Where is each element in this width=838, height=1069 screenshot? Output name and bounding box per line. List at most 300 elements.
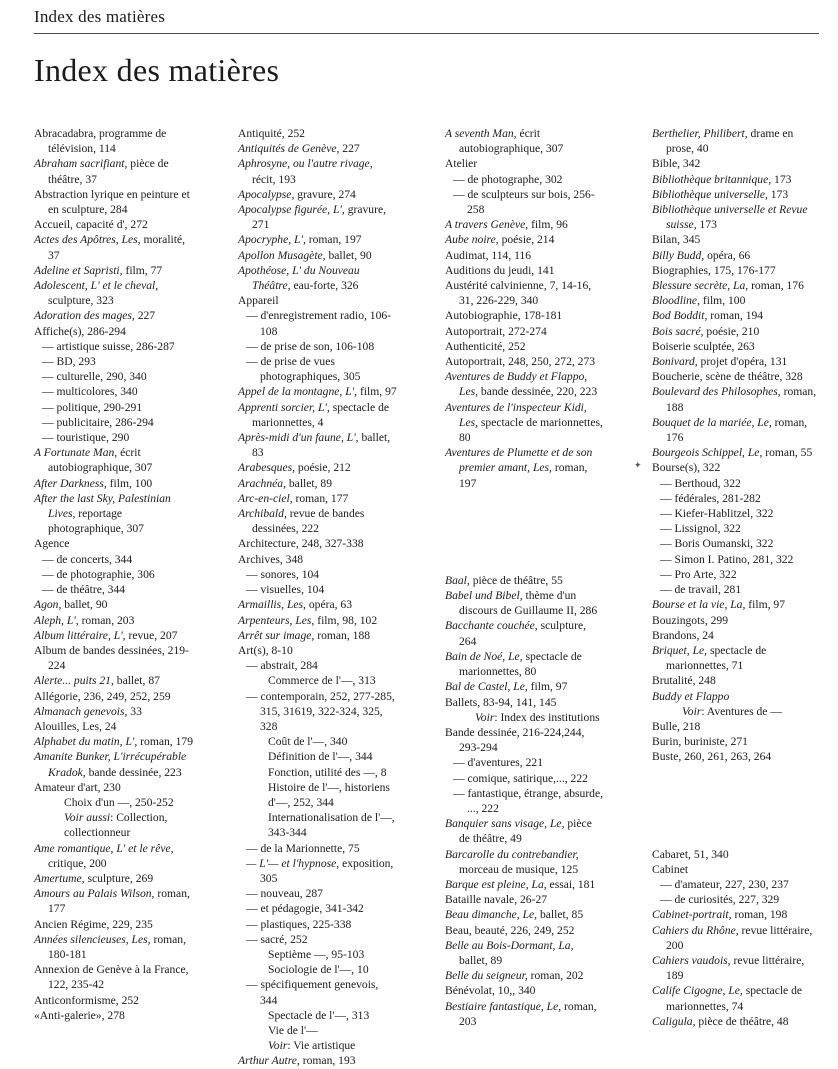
- index-entry: [238, 841, 398, 856]
- index-entry: [238, 901, 398, 916]
- index-entry: [34, 780, 194, 795]
- index-entry-title: Actes des Apôtres, Les,: [34, 233, 141, 247]
- index-entry: [445, 725, 605, 755]
- index-entry-text: — Pro Arte, 322: [660, 567, 737, 581]
- index-entry-text: — visuelles, 104: [246, 583, 325, 597]
- index-entry: [652, 521, 818, 536]
- page-title: Index des matières: [34, 52, 280, 88]
- index-entry: [652, 354, 818, 369]
- index-entry-text: — de travail, 281: [660, 583, 742, 597]
- index-entry: [652, 202, 818, 232]
- index-entry: [652, 172, 818, 187]
- index-entry-title: Buddy et Flappo: [652, 689, 730, 703]
- index-entry-text: Agence: [34, 537, 70, 551]
- index-entry: [34, 156, 194, 186]
- index-entry-title: Bacchante couchée,: [445, 619, 538, 633]
- index-entry-text: Autobiographie, 178-181: [445, 309, 563, 323]
- index-entry-text: roman, 198: [731, 908, 788, 922]
- index-entry-text: essai, 181: [546, 877, 596, 891]
- index-entry: [238, 917, 398, 932]
- index-entry: [34, 673, 194, 688]
- index-entry-text: Annexion de Genève à la France, 122, 235-42: [34, 963, 189, 992]
- index-entry: [238, 476, 398, 491]
- index-entry: [652, 293, 818, 308]
- index-entry: [445, 324, 605, 339]
- index-entry-text: bande dessinée, 223: [85, 765, 182, 779]
- index-entry-text: ballet, 90: [61, 598, 108, 612]
- index-entry-text: sculpture, 323: [48, 294, 114, 308]
- index-entry-text: Bataille navale, 26-27: [445, 893, 548, 907]
- index-entry-title: Aventures de l'inspecteur Kidi, Les,: [445, 400, 587, 429]
- index-entry-text: — de concerts, 344: [42, 552, 133, 566]
- index-entry-text: ballet, 87: [113, 674, 160, 688]
- index-entry-text: — spécifiquement genevois, 344: [246, 978, 379, 1007]
- index-entry-title: Adeline et Sapristi,: [34, 263, 123, 277]
- index-entry-text: roman, 197: [459, 461, 588, 490]
- index-entry-text: roman, 188: [666, 385, 817, 414]
- index-entry: [34, 491, 194, 537]
- index-entry: [445, 786, 605, 816]
- index-entry: [445, 588, 605, 618]
- index-entry-text: film, 97: [357, 385, 397, 399]
- index-entry-title: Amertume,: [34, 871, 85, 885]
- index-entry: [34, 369, 194, 384]
- index-entry-text: 33: [127, 704, 142, 718]
- index-entry-text: Bénévolat, 10,, 340: [445, 984, 536, 998]
- index-entry-title: Belle du seigneur,: [445, 969, 528, 983]
- index-entry-text: Anticonformisme, 252: [34, 993, 139, 1007]
- index-entry-text: Boiserie sculptée, 263: [652, 339, 755, 353]
- index-entry-title: Agon,: [34, 598, 62, 612]
- index-entry-text: — de la Marionnette, 75: [246, 841, 360, 855]
- index-entry: [238, 491, 398, 506]
- index-entry-text: roman, 197: [305, 233, 362, 247]
- index-entry-text: film, 96: [528, 218, 568, 232]
- index-entry-title: Bouquet de la mariée, Le,: [652, 415, 772, 429]
- index-entry: [652, 983, 818, 1013]
- index-entry-title: Armaillis, Les,: [238, 598, 306, 612]
- index-entry-text: — d'enregistrement radio, 106-108: [246, 309, 392, 338]
- index-entry-text: Buste, 260, 261, 263, 264: [652, 750, 772, 764]
- index-entry: [238, 962, 398, 977]
- index-entry-text: — de photographie, 306: [42, 567, 155, 581]
- index-entry: [34, 993, 194, 1008]
- index-entry: [238, 582, 398, 597]
- section-gap: [652, 817, 818, 847]
- index-entry-title: Album littéraire, L',: [34, 628, 126, 642]
- index-entry-text: Burin, buriniste, 271: [652, 735, 748, 749]
- index-entry: [652, 278, 818, 293]
- index-entry: [238, 263, 398, 293]
- index-entry-title: — L'— et l'hypnose,: [246, 856, 340, 870]
- index-entry-text: roman, 180-181: [48, 932, 186, 961]
- index-entry-title: Almanach genevois,: [34, 704, 128, 718]
- index-entry: [652, 445, 818, 460]
- index-entry: [34, 126, 194, 156]
- index-entry-title: Aube noire,: [445, 233, 499, 247]
- index-entry: [445, 771, 605, 786]
- section-gap: [445, 543, 605, 573]
- index-entry-text: roman, 203: [459, 999, 597, 1028]
- index-entry-title: Bloodline,: [652, 294, 700, 308]
- index-entry-title: Appel de la montagne, L',: [238, 385, 358, 399]
- index-entry: [652, 582, 818, 597]
- index-entry-text: — sonores, 104: [246, 567, 320, 581]
- index-entry: [34, 628, 194, 643]
- index-entry-text: thème d'un discours de Guillaume II, 286: [459, 589, 598, 618]
- index-entry-title: After the last Sky, Palestinian Lives,: [34, 491, 171, 521]
- index-entry-title: Arc-en-ciel,: [238, 491, 293, 505]
- index-entry-title: Arachnéa,: [238, 476, 286, 490]
- index-entry-title: Alphabet du matin, L',: [34, 735, 138, 749]
- index-entry-title: Billy Budd,: [652, 248, 705, 262]
- index-entry: [652, 460, 818, 475]
- index-entry: [652, 862, 818, 877]
- index-entry-text: Vie de l'—: [268, 1023, 318, 1037]
- index-entry-text: : Index des institutions: [494, 710, 600, 724]
- index-entry-title: Apocalypse,: [238, 187, 295, 201]
- index-column-3: [445, 126, 605, 1029]
- index-entry-text: Alouilles, Les, 24: [34, 719, 117, 733]
- index-entry-title: Antiquités de Genève,: [238, 142, 340, 156]
- index-entry-text: récit, 193: [252, 172, 296, 186]
- index-entry-title: Aventures de Plumette et de son premier amant, Les,: [445, 446, 593, 475]
- index-entry: [34, 445, 194, 475]
- index-entry: [652, 339, 818, 354]
- index-entry-title: Blessure secrète, La,: [652, 279, 749, 293]
- index-entry-title: Bois sacré,: [652, 324, 704, 338]
- index-entry-text: — publicitaire, 286-294: [42, 415, 154, 429]
- index-entry-text: : Vie artistique: [287, 1039, 356, 1053]
- index-entry: [238, 810, 398, 840]
- index-entry: [445, 369, 605, 399]
- index-entry: [652, 597, 818, 612]
- index-entry: [238, 886, 398, 901]
- index-entry: [445, 755, 605, 770]
- index-entry-text: — contemporain, 252, 277-285, 315, 31619, 322-324, 325, 328: [246, 689, 395, 733]
- index-entry: [34, 643, 194, 673]
- index-entry-text: spectacle de marionnettes, 80: [459, 649, 582, 679]
- index-entry: [34, 749, 194, 779]
- index-entry: [445, 445, 605, 491]
- index-entry: [34, 232, 194, 262]
- index-entry-text: Accueil, capacité d', 272: [34, 218, 148, 232]
- index-entry-text: Beau, beauté, 226, 249, 252: [445, 923, 575, 937]
- index-entry: [238, 460, 398, 475]
- index-entry: [652, 673, 818, 688]
- index-entry-text: poésie, 212: [295, 461, 351, 475]
- index-entry-title: Bal de Castel, Le,: [445, 680, 528, 694]
- index-entry: [238, 1038, 398, 1053]
- index-entry: [34, 536, 194, 551]
- index-entry: [34, 324, 194, 339]
- index-entry: [34, 841, 194, 871]
- index-entry: [238, 689, 398, 735]
- index-entry-text: Audimat, 114, 116: [445, 248, 532, 262]
- index-entry: [445, 983, 605, 998]
- index-entry-title: Cahiers vaudois,: [652, 953, 731, 967]
- index-entry: [652, 156, 818, 171]
- index-entry-text: Affiche(s), 286-294: [34, 324, 126, 338]
- index-entry: [445, 892, 605, 907]
- index-entry: [238, 293, 398, 308]
- index-entry: [34, 567, 194, 582]
- index-entry: [34, 339, 194, 354]
- index-entry: [34, 430, 194, 445]
- index-entry-title: Apprenti sorcier, L',: [238, 400, 330, 414]
- index-entry-text: : Collection, collectionneur: [64, 811, 168, 840]
- index-entry-text: Bulle, 218: [652, 719, 701, 733]
- index-entry: [445, 573, 605, 588]
- index-entry: [652, 263, 818, 278]
- index-entry-text: revue, 207: [125, 628, 178, 642]
- index-entry: [34, 962, 194, 992]
- index-entry: [238, 1008, 398, 1023]
- index-entry-text: pièce de théâtre, 37: [48, 157, 169, 186]
- index-entry: [238, 734, 398, 749]
- index-entry: [238, 126, 398, 141]
- index-entry: [238, 567, 398, 582]
- index-entry-text: reportage photographique, 307: [48, 507, 144, 536]
- header-rule: [34, 33, 819, 34]
- index-entry: [445, 156, 605, 171]
- index-entry-title: Babel und Bibel,: [445, 589, 523, 603]
- index-entry: [652, 953, 818, 983]
- index-entry-title: Cahiers du Rhône,: [652, 923, 739, 937]
- index-entry: [652, 628, 818, 643]
- running-header: Index des matières: [34, 7, 166, 26]
- index-entry-text: Boucherie, scène de théâtre, 328: [652, 370, 803, 384]
- index-entry: [238, 156, 398, 186]
- index-entry: [238, 613, 398, 628]
- index-entry-text: pièce de théâtre, 55: [469, 573, 563, 587]
- index-entry-text: Atelier: [445, 157, 478, 171]
- index-entry: [445, 618, 605, 648]
- index-entry-text: Abstraction lyrique en peinture et en sculpture, 284: [34, 187, 190, 217]
- index-entry: [445, 308, 605, 323]
- index-entry-text: Allégorie, 236, 249, 252, 259: [34, 689, 171, 703]
- index-entry: [652, 719, 818, 734]
- index-entry-text: ballet, 90: [325, 248, 372, 262]
- index-entry: [34, 704, 194, 719]
- index-entry-text: roman, 55: [762, 446, 813, 460]
- index-entry-text: spectacle de marionnettes, 80: [459, 415, 603, 445]
- index-entry: [238, 856, 398, 886]
- index-entry-text: Antiquité, 252: [238, 127, 305, 140]
- index-entry-title: Arthur Autre,: [238, 1054, 300, 1068]
- index-entry-text: poésie, 214: [498, 233, 555, 247]
- index-entry: [238, 430, 398, 460]
- index-entry-title: Amanite Bunker, L'irrécupérable Kradok,: [34, 750, 187, 779]
- index-entry-text: Album de bandes dessinées, 219-224: [34, 643, 189, 673]
- index-entry-text: spectacle de marionnettes, 74: [666, 984, 803, 1013]
- index-entry: [652, 1014, 818, 1029]
- index-entry-text: Définition de l'—, 344: [268, 750, 373, 764]
- index-entry-text: Internationalisation de l'—, 343-344: [268, 811, 395, 840]
- index-entry-title: Aleph, L',: [34, 613, 79, 627]
- index-entry: [445, 400, 605, 446]
- index-entry: [238, 400, 398, 430]
- index-entry-text: Abracadabra, programme de télévision, 114: [34, 127, 167, 156]
- index-entry: [34, 552, 194, 567]
- index-entry: [238, 339, 398, 354]
- index-entry: [652, 248, 818, 263]
- index-entry: [238, 643, 398, 658]
- index-entry-text: Authenticité, 252: [445, 339, 526, 353]
- index-entry: [238, 1023, 398, 1038]
- index-entry-text: revue littéraire, 189: [666, 953, 805, 983]
- index-entry: [445, 968, 605, 983]
- index-entry: [238, 1053, 398, 1068]
- index-entry: [238, 141, 398, 156]
- index-entry-title: Baal,: [445, 573, 470, 587]
- index-entry: [34, 187, 194, 217]
- index-entry: [238, 232, 398, 247]
- index-entry-title: Voir: [682, 704, 702, 718]
- index-entry-title: Barcarolle du contrebandier,: [445, 847, 579, 861]
- index-entry: [445, 232, 605, 247]
- index-entry-text: Architecture, 248, 327-338: [238, 537, 364, 551]
- index-entry-text: ballet, 85: [537, 908, 584, 922]
- index-entry-text: Cabinet: [652, 862, 689, 876]
- index-entry-text: — Simon I. Patino, 281, 322: [660, 552, 794, 566]
- index-entry-text: Brandons, 24: [652, 628, 714, 642]
- index-entry-text: Biographies, 175, 176-177: [652, 263, 776, 277]
- index-entry: [652, 892, 818, 907]
- index-entry: [652, 308, 818, 323]
- index-entry: [652, 907, 818, 922]
- index-entry-title: Voir: [475, 710, 495, 724]
- index-entry-text: 173: [696, 218, 717, 232]
- index-column-2: [238, 126, 398, 1069]
- index-entry: [238, 384, 398, 399]
- index-entry-title: Apocryphe, L',: [238, 233, 306, 247]
- index-entry: [445, 816, 605, 846]
- index-entry-title: Bibliothèque universelle et Revue suisse,: [652, 203, 808, 232]
- index-entry-text: Bible, 342: [652, 157, 701, 171]
- index-entry-text: film, 98, 102: [314, 613, 378, 627]
- index-entry: [652, 491, 818, 506]
- index-entry-title: Cabinet-portrait,: [652, 908, 732, 922]
- index-entry-text: «Anti-galerie», 278: [34, 1008, 125, 1022]
- index-entry-title: Banquier sans visage, Le,: [445, 817, 565, 831]
- index-entry-text: gravure, 274: [294, 187, 356, 201]
- index-entry: [445, 217, 605, 232]
- index-entry-title: Abraham sacrifiant,: [34, 157, 128, 171]
- index-entry-title: Bod Boddit,: [652, 309, 708, 323]
- index-entry: [445, 877, 605, 892]
- index-entry-text: roman, 177: [292, 491, 349, 505]
- index-entry-text: film, 100: [106, 476, 153, 490]
- index-entry-text: Ballets, 83-94, 141, 145: [445, 695, 557, 709]
- index-entry: [34, 932, 194, 962]
- index-entry-text: sculpture, 269: [84, 871, 154, 885]
- index-entry: [652, 187, 818, 202]
- index-entry-text: moralité, 37: [48, 233, 186, 262]
- index-entry-text: — touristique, 290: [42, 431, 130, 445]
- index-entry-text: — nouveau, 287: [246, 887, 323, 901]
- index-entry-text: poésie, 210: [703, 324, 760, 338]
- index-entry: [652, 567, 818, 582]
- index-entry: [652, 324, 818, 339]
- index-entry: [445, 938, 605, 968]
- index-entry-title: After Darkness,: [34, 476, 107, 490]
- index-entry-text: drame en prose, 40: [666, 127, 794, 156]
- index-entry: [652, 689, 818, 704]
- index-entry-title: Arabesques,: [238, 461, 295, 475]
- index-entry-text: ballet, 89: [459, 953, 503, 967]
- index-entry: [652, 536, 818, 551]
- index-entry-text: écrit autobiographique, 307: [459, 127, 564, 156]
- index-entry-text: film, 97: [745, 598, 786, 612]
- index-entry: [445, 278, 605, 308]
- index-entry: [238, 628, 398, 643]
- index-entry-title: Bibliothèque britannique,: [652, 172, 772, 186]
- index-entry: [445, 187, 605, 217]
- index-entry: [445, 710, 605, 725]
- index-entry-text: — d'amateur, 227, 230, 237: [660, 877, 789, 891]
- index-entry: [34, 871, 194, 886]
- index-entry-text: Fonction, utilité des —, 8: [268, 765, 387, 779]
- section-gap: [652, 765, 818, 817]
- index-entry-text: 227: [134, 309, 156, 323]
- index-entry-text: Autoportrait, 248, 250, 272, 273: [445, 355, 596, 369]
- index-entry-text: Coût de l'—, 340: [268, 735, 348, 749]
- index-entry-text: morceau de musique, 125: [459, 862, 579, 876]
- index-entry-text: — de curiosités, 227, 329: [660, 893, 780, 907]
- index-entry-text: Commerce de l'—, 313: [268, 674, 376, 688]
- index-entry-text: Austérité calvinienne, 7, 14-16, 31, 226-229, 340: [445, 279, 592, 308]
- index-entry-text: Ancien Régime, 229, 235: [34, 917, 153, 931]
- index-entry-title: Barque est pleine, La,: [445, 877, 547, 891]
- index-entry: [238, 658, 398, 673]
- index-entry: [34, 384, 194, 399]
- index-entry-text: — politique, 290-291: [42, 400, 143, 414]
- index-entry-text: Bouzingots, 299: [652, 613, 729, 627]
- index-entry-text: Autoportrait, 272-274: [445, 324, 547, 338]
- index-entry-text: Sociologie de l'—, 10: [268, 963, 369, 977]
- index-entry: [652, 613, 818, 628]
- index-entry-title: Boulevard des Philosophes,: [652, 385, 781, 399]
- index-entry: [34, 917, 194, 932]
- index-entry-text: 173: [767, 187, 789, 201]
- index-entry: [445, 172, 605, 187]
- index-entry-title: Belle au Bois-Dormant, La,: [445, 938, 574, 952]
- index-entry-text: roman, 188: [314, 628, 371, 642]
- index-entry-title: Briquet, Le,: [652, 643, 708, 657]
- index-entry-text: Art(s), 8-10: [238, 643, 293, 657]
- index-entry-title: Amours au Palais Wilson,: [34, 887, 155, 901]
- index-entry-text: spectacle de marionnettes, 71: [666, 643, 767, 673]
- index-entry-text: roman, 203: [78, 613, 135, 627]
- index-entry-text: gravure, 271: [252, 203, 387, 232]
- index-entry: [238, 673, 398, 688]
- index-entry: [238, 597, 398, 612]
- index-entry: [652, 126, 818, 156]
- index-entry-title: Bibliothèque universelle,: [652, 187, 768, 201]
- index-entry-title: Berthelier, Philibert,: [652, 127, 748, 140]
- index-entry-text: — Kiefer-Hablitzel, 322: [660, 507, 774, 521]
- index-entry: [652, 232, 818, 247]
- index-entry: [445, 126, 605, 156]
- index-entry-title: A Fortunate Man,: [34, 446, 118, 460]
- index-entry-text: film, 100: [699, 294, 746, 308]
- index-entry: [652, 369, 818, 384]
- index-entry-text: écrit autobiographique, 307: [48, 446, 153, 475]
- index-entry-title: Archibald,: [238, 507, 287, 521]
- index-entry-text: — fédérales, 281-282: [660, 491, 761, 505]
- index-entry-text: exposition, 305: [260, 856, 394, 885]
